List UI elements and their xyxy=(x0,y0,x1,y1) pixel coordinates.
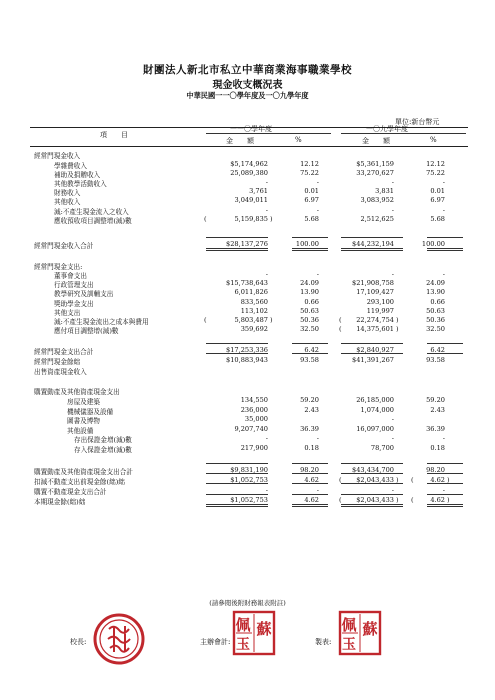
year1-rule xyxy=(206,133,331,134)
percent-year2: 12.12 xyxy=(426,160,445,168)
row-label: 購置動產及其他資產現金支出 xyxy=(34,388,120,396)
amount-year2: 78,700 xyxy=(370,444,394,452)
percent-year2: 0.18 xyxy=(430,444,445,452)
percent-year1: - xyxy=(316,486,319,494)
org-title: 財團法人新北市私立中華商業海事職業學校 xyxy=(143,64,352,76)
table-row xyxy=(0,386,495,396)
paren-close: ) xyxy=(270,215,273,223)
percent-year1: 13.90 xyxy=(300,288,319,296)
percent-year2: - xyxy=(442,434,445,442)
row-label: 董事會支出 xyxy=(54,272,87,280)
percent-year1: 75.22 xyxy=(300,169,319,177)
amount-year2: 293,100 xyxy=(366,298,394,306)
total-underline xyxy=(292,343,328,344)
seal-char-2: 蘇 xyxy=(362,620,378,638)
amount-year1: 5,803,487 xyxy=(234,316,268,324)
row-label: 其他教學活動收入 xyxy=(54,180,107,188)
total-underline xyxy=(206,504,268,505)
principal-seal xyxy=(92,612,146,666)
paren-open: ( xyxy=(339,496,342,504)
total-underline xyxy=(206,494,268,495)
table-row xyxy=(0,150,495,160)
amount-year1: 833,560 xyxy=(240,298,268,306)
total-underline xyxy=(427,237,463,238)
total-underline xyxy=(292,483,328,484)
column-header-item: 項 目 xyxy=(100,131,128,139)
row-label: 出售資產現金收入 xyxy=(34,368,87,376)
percent-year1: - xyxy=(316,206,319,214)
amount-year1: 35,000 xyxy=(244,415,268,423)
amount-year1: 217,900 xyxy=(240,444,268,452)
total-underline xyxy=(292,506,328,507)
table-row xyxy=(0,288,495,298)
percent-year2: 2.43 xyxy=(430,406,445,414)
amount-year2: 17,109,427 xyxy=(356,288,394,296)
percent-year2: - xyxy=(442,486,445,494)
percent-year1: 32.50 xyxy=(300,325,319,333)
total-underline xyxy=(341,237,403,238)
amount-year1: $28,137,276 xyxy=(226,240,268,248)
financial-notes-reference: (請參閱後附財務報表附註) xyxy=(209,599,286,607)
total-underline xyxy=(341,504,403,505)
paren-close: ) xyxy=(396,325,399,333)
seal-char-2: 蘇 xyxy=(256,620,272,638)
total-underline xyxy=(341,250,403,251)
percent-year1: 12.12 xyxy=(300,160,319,168)
paren-close: ) xyxy=(447,496,450,504)
amount-year2: 3,831 xyxy=(375,187,394,195)
total-underline xyxy=(427,504,463,505)
percent-year1: 0.18 xyxy=(304,444,319,452)
table-row xyxy=(0,196,495,206)
percent-year1: 24.09 xyxy=(300,279,319,287)
report-period: 中華民國一一〇學年度及一〇九學年度 xyxy=(186,91,309,100)
percent-year1: 5.68 xyxy=(304,215,319,223)
table-row xyxy=(0,444,495,454)
total-underline xyxy=(427,494,463,495)
amount-year2: $5,361,159 xyxy=(356,160,394,168)
amount-year1: $17,253,336 xyxy=(226,346,268,354)
total-underline xyxy=(292,250,328,251)
percent-year2: - xyxy=(442,206,445,214)
amount-year1: 6,011,826 xyxy=(234,288,268,296)
row-label: 房屋及建築 xyxy=(67,398,100,406)
amount-year2: - xyxy=(391,206,394,214)
column-header-percent-1: % xyxy=(295,136,302,144)
column-header-amount-1: 金 額 xyxy=(226,137,254,145)
amount-year1: - xyxy=(265,270,268,278)
seal-char-3: 玉 xyxy=(342,637,356,653)
row-label: 經常門現金支出: xyxy=(34,263,83,271)
amount-year1: 25,089,380 xyxy=(230,169,268,177)
paren-open: ( xyxy=(411,496,414,504)
percent-year2: 6.97 xyxy=(430,196,445,204)
paren-open: ( xyxy=(204,316,207,324)
report-title: 現金收支概況表 xyxy=(212,80,283,91)
amount-year2: 16,097,000 xyxy=(356,425,394,433)
percent-year1: 2.43 xyxy=(304,406,319,414)
row-label: 存入保證金增(減)數 xyxy=(74,446,132,454)
percent-year2: 75.22 xyxy=(426,169,445,177)
percent-year2: 13.90 xyxy=(426,288,445,296)
total-underline xyxy=(341,506,403,507)
amount-year2: 119,997 xyxy=(366,307,394,315)
table-row xyxy=(0,346,495,356)
column-header-year2: 一〇九學年度 xyxy=(366,125,408,133)
seal-char-1: 佩 xyxy=(341,616,357,634)
amount-year1: - xyxy=(265,434,268,442)
total-underline xyxy=(206,248,268,249)
total-underline xyxy=(427,483,463,484)
amount-year2: 33,270,627 xyxy=(356,169,394,177)
table-row xyxy=(0,356,495,366)
paren-open: ( xyxy=(339,476,342,484)
amount-year2: - xyxy=(391,415,394,423)
percent-year2: 50.36 xyxy=(426,316,445,324)
paren-open: ( xyxy=(339,325,342,333)
percent-year1: 50.36 xyxy=(300,316,319,324)
header-bottom-rule xyxy=(30,146,468,147)
amount-year2: - xyxy=(391,486,394,494)
amount-year2: 26,185,000 xyxy=(356,396,394,404)
total-underline xyxy=(427,506,463,507)
total-underline xyxy=(292,473,328,474)
total-underline xyxy=(292,237,328,238)
total-underline xyxy=(292,353,328,354)
row-label: 經常門現金收入 xyxy=(34,152,81,160)
amount-year1: $1,052,753 xyxy=(230,496,268,504)
percent-year1: 98.20 xyxy=(300,466,319,474)
percent-year2: 5.68 xyxy=(430,215,445,223)
total-underline xyxy=(341,343,403,344)
total-underline xyxy=(292,463,328,464)
amount-year2: 1,074,000 xyxy=(360,406,394,414)
percent-year2: - xyxy=(442,270,445,278)
preparer-seal xyxy=(338,610,382,656)
total-underline xyxy=(292,504,328,505)
total-underline xyxy=(427,473,463,474)
amount-year1: $15,738,643 xyxy=(226,279,268,287)
amount-year2: - xyxy=(391,434,394,442)
percent-year1: 6.42 xyxy=(304,346,319,354)
row-label: 財務收入 xyxy=(54,189,81,197)
table-row xyxy=(0,325,495,335)
amount-year1: $5,174,962 xyxy=(230,160,268,168)
amount-year2: - xyxy=(391,270,394,278)
total-underline xyxy=(427,353,463,354)
total-underline xyxy=(292,248,328,249)
percent-year2: 59.20 xyxy=(426,396,445,404)
total-underline xyxy=(206,463,268,464)
total-underline xyxy=(341,463,403,464)
percent-year1: 36.39 xyxy=(300,425,319,433)
amount-year2: $21,908,758 xyxy=(352,279,394,287)
percent-year1: 50.63 xyxy=(300,307,319,315)
row-label: 行政管理支出 xyxy=(54,281,94,289)
seal-char-1: 佩 xyxy=(235,616,251,634)
principal-label: 校長: xyxy=(70,638,87,646)
seal-char-3: 玉 xyxy=(236,637,250,653)
amount-year1: 5,159,835 xyxy=(234,215,268,223)
percent-year2: 50.63 xyxy=(426,307,445,315)
amount-year2: $2,840,927 xyxy=(356,346,394,354)
amount-year1: - xyxy=(265,178,268,186)
percent-year1: - xyxy=(316,434,319,442)
amount-year2: 22,274,754 xyxy=(356,316,394,324)
total-underline xyxy=(206,250,268,251)
total-underline xyxy=(206,343,268,344)
total-underline xyxy=(292,494,328,495)
table-row xyxy=(0,434,495,444)
paren-open: ( xyxy=(204,215,207,223)
amount-year1: 9,207,740 xyxy=(234,425,268,433)
row-label: 經常門現金支出合計 xyxy=(34,348,94,356)
row-label: 經常門現金餘絀 xyxy=(34,358,81,366)
row-label: 減:不產生現金流出之成本與費用 xyxy=(54,318,149,326)
total-underline xyxy=(427,248,463,249)
row-label: 扣減不動產支出前現金餘(絀)絀 xyxy=(34,478,125,486)
amount-year1: $10,883,943 xyxy=(226,356,268,364)
currency-unit: 單位:新台幣元 xyxy=(395,118,440,126)
amount-year2: $43,434,700 xyxy=(352,466,394,474)
amount-year1: $9,831,190 xyxy=(230,466,268,474)
row-label: 獎助學金支出 xyxy=(54,300,94,308)
percent-year2: - xyxy=(442,178,445,186)
amount-year1: - xyxy=(265,206,268,214)
paren-close: ) xyxy=(396,316,399,324)
row-label: 本期現金餘(絀)絀 xyxy=(34,498,86,506)
preparer-label: 製表: xyxy=(315,638,332,646)
total-underline xyxy=(206,353,268,354)
column-header-percent-2: % xyxy=(430,136,437,144)
total-underline xyxy=(341,473,403,474)
row-label: 教學研究及訓輔支出 xyxy=(54,290,114,298)
amount-year2: 3,083,952 xyxy=(360,196,394,204)
paren-open: ( xyxy=(339,316,342,324)
paren-close: ) xyxy=(396,476,399,484)
amount-year2: 14,375,601 xyxy=(356,325,394,333)
percent-year1: 6.97 xyxy=(304,196,319,204)
paren-close: ) xyxy=(396,496,399,504)
percent-year2: 98.20 xyxy=(426,466,445,474)
percent-year2: 0.66 xyxy=(430,298,445,306)
percent-year1: 0.01 xyxy=(304,187,319,195)
table-row xyxy=(0,396,495,406)
accountant-label: 主辦會計: xyxy=(200,638,231,646)
row-label: 其他支出 xyxy=(54,309,81,317)
percent-year2: 93.58 xyxy=(426,356,445,364)
amount-year1: 3,049,011 xyxy=(234,196,268,204)
table-row xyxy=(0,466,495,476)
row-label: 購置動產及其他資產現金支出合計 xyxy=(34,468,133,476)
table-row xyxy=(0,366,495,376)
percent-year2: 6.42 xyxy=(430,346,445,354)
amount-year2: $2,043,433 xyxy=(356,476,394,484)
table-row xyxy=(0,415,495,425)
percent-year2: 24.09 xyxy=(426,279,445,287)
percent-year1: - xyxy=(316,178,319,186)
row-label: 經常門現金收入合計 xyxy=(34,242,94,250)
percent-year1: 59.20 xyxy=(300,396,319,404)
percent-year1: 100.00 xyxy=(295,240,319,248)
row-label: 減:不產生現金流入之收入 xyxy=(54,208,129,216)
total-underline xyxy=(206,473,268,474)
total-underline xyxy=(341,248,403,249)
table-row xyxy=(0,215,495,225)
amount-year1: 3,761 xyxy=(249,187,268,195)
amount-year2: $44,232,194 xyxy=(352,240,394,248)
amount-year1: 359,692 xyxy=(240,325,268,333)
percent-year2: 36.39 xyxy=(426,425,445,433)
percent-year1: 4.62 xyxy=(304,496,319,504)
total-underline xyxy=(206,506,268,507)
amount-year2: $2,043,433 xyxy=(356,496,394,504)
percent-year1: 93.58 xyxy=(300,356,319,364)
percent-year2: 100.00 xyxy=(421,240,445,248)
total-underline xyxy=(341,353,403,354)
percent-year2: 32.50 xyxy=(426,325,445,333)
amount-year2: 2,512,625 xyxy=(360,215,394,223)
row-label: 其他設備 xyxy=(67,427,94,435)
total-underline xyxy=(341,494,403,495)
amount-year2: - xyxy=(391,178,394,186)
amount-year2: $41,391,267 xyxy=(352,356,394,364)
total-underline xyxy=(206,483,268,484)
total-underline xyxy=(427,463,463,464)
percent-year1: 0.66 xyxy=(304,298,319,306)
row-label: 機械儀器及設備 xyxy=(67,408,114,416)
total-underline xyxy=(427,343,463,344)
paren-close: ) xyxy=(447,476,450,484)
percent-year2: 0.01 xyxy=(430,187,445,195)
total-underline xyxy=(206,237,268,238)
amount-year1: 113,102 xyxy=(240,307,268,315)
row-label: 應收預收項目調整增(減)數 xyxy=(54,217,132,225)
table-row xyxy=(0,476,495,486)
percent-year2: 4.62 xyxy=(430,476,445,484)
row-label: 圖書及博物 xyxy=(67,417,100,425)
total-underline xyxy=(427,250,463,251)
total-underline xyxy=(341,483,403,484)
paren-open: ( xyxy=(411,476,414,484)
amount-year1: 236,000 xyxy=(240,406,268,414)
row-label: 補助及捐贈收入 xyxy=(54,171,101,179)
row-label: 其他收入 xyxy=(54,198,81,206)
paren-close: ) xyxy=(270,316,273,324)
percent-year1: - xyxy=(316,270,319,278)
row-label: 學雜費收入 xyxy=(54,162,87,170)
row-label: 應付項目調整增(減)數 xyxy=(54,327,119,335)
amount-year1: $1,052,753 xyxy=(230,476,268,484)
year2-rule xyxy=(341,133,466,134)
column-header-year1: 一一〇學年度 xyxy=(230,125,272,133)
percent-year1: 4.62 xyxy=(304,476,319,484)
percent-year2: 4.62 xyxy=(430,496,445,504)
row-label: 購置不動產現金支出合計 xyxy=(34,488,107,496)
accountant-seal xyxy=(232,610,276,656)
amount-year1: 134,550 xyxy=(240,396,268,404)
amount-year1: - xyxy=(265,486,268,494)
row-label: 存出保證金增(減)數 xyxy=(74,436,132,444)
column-header-amount-2: 金 額 xyxy=(362,137,390,145)
